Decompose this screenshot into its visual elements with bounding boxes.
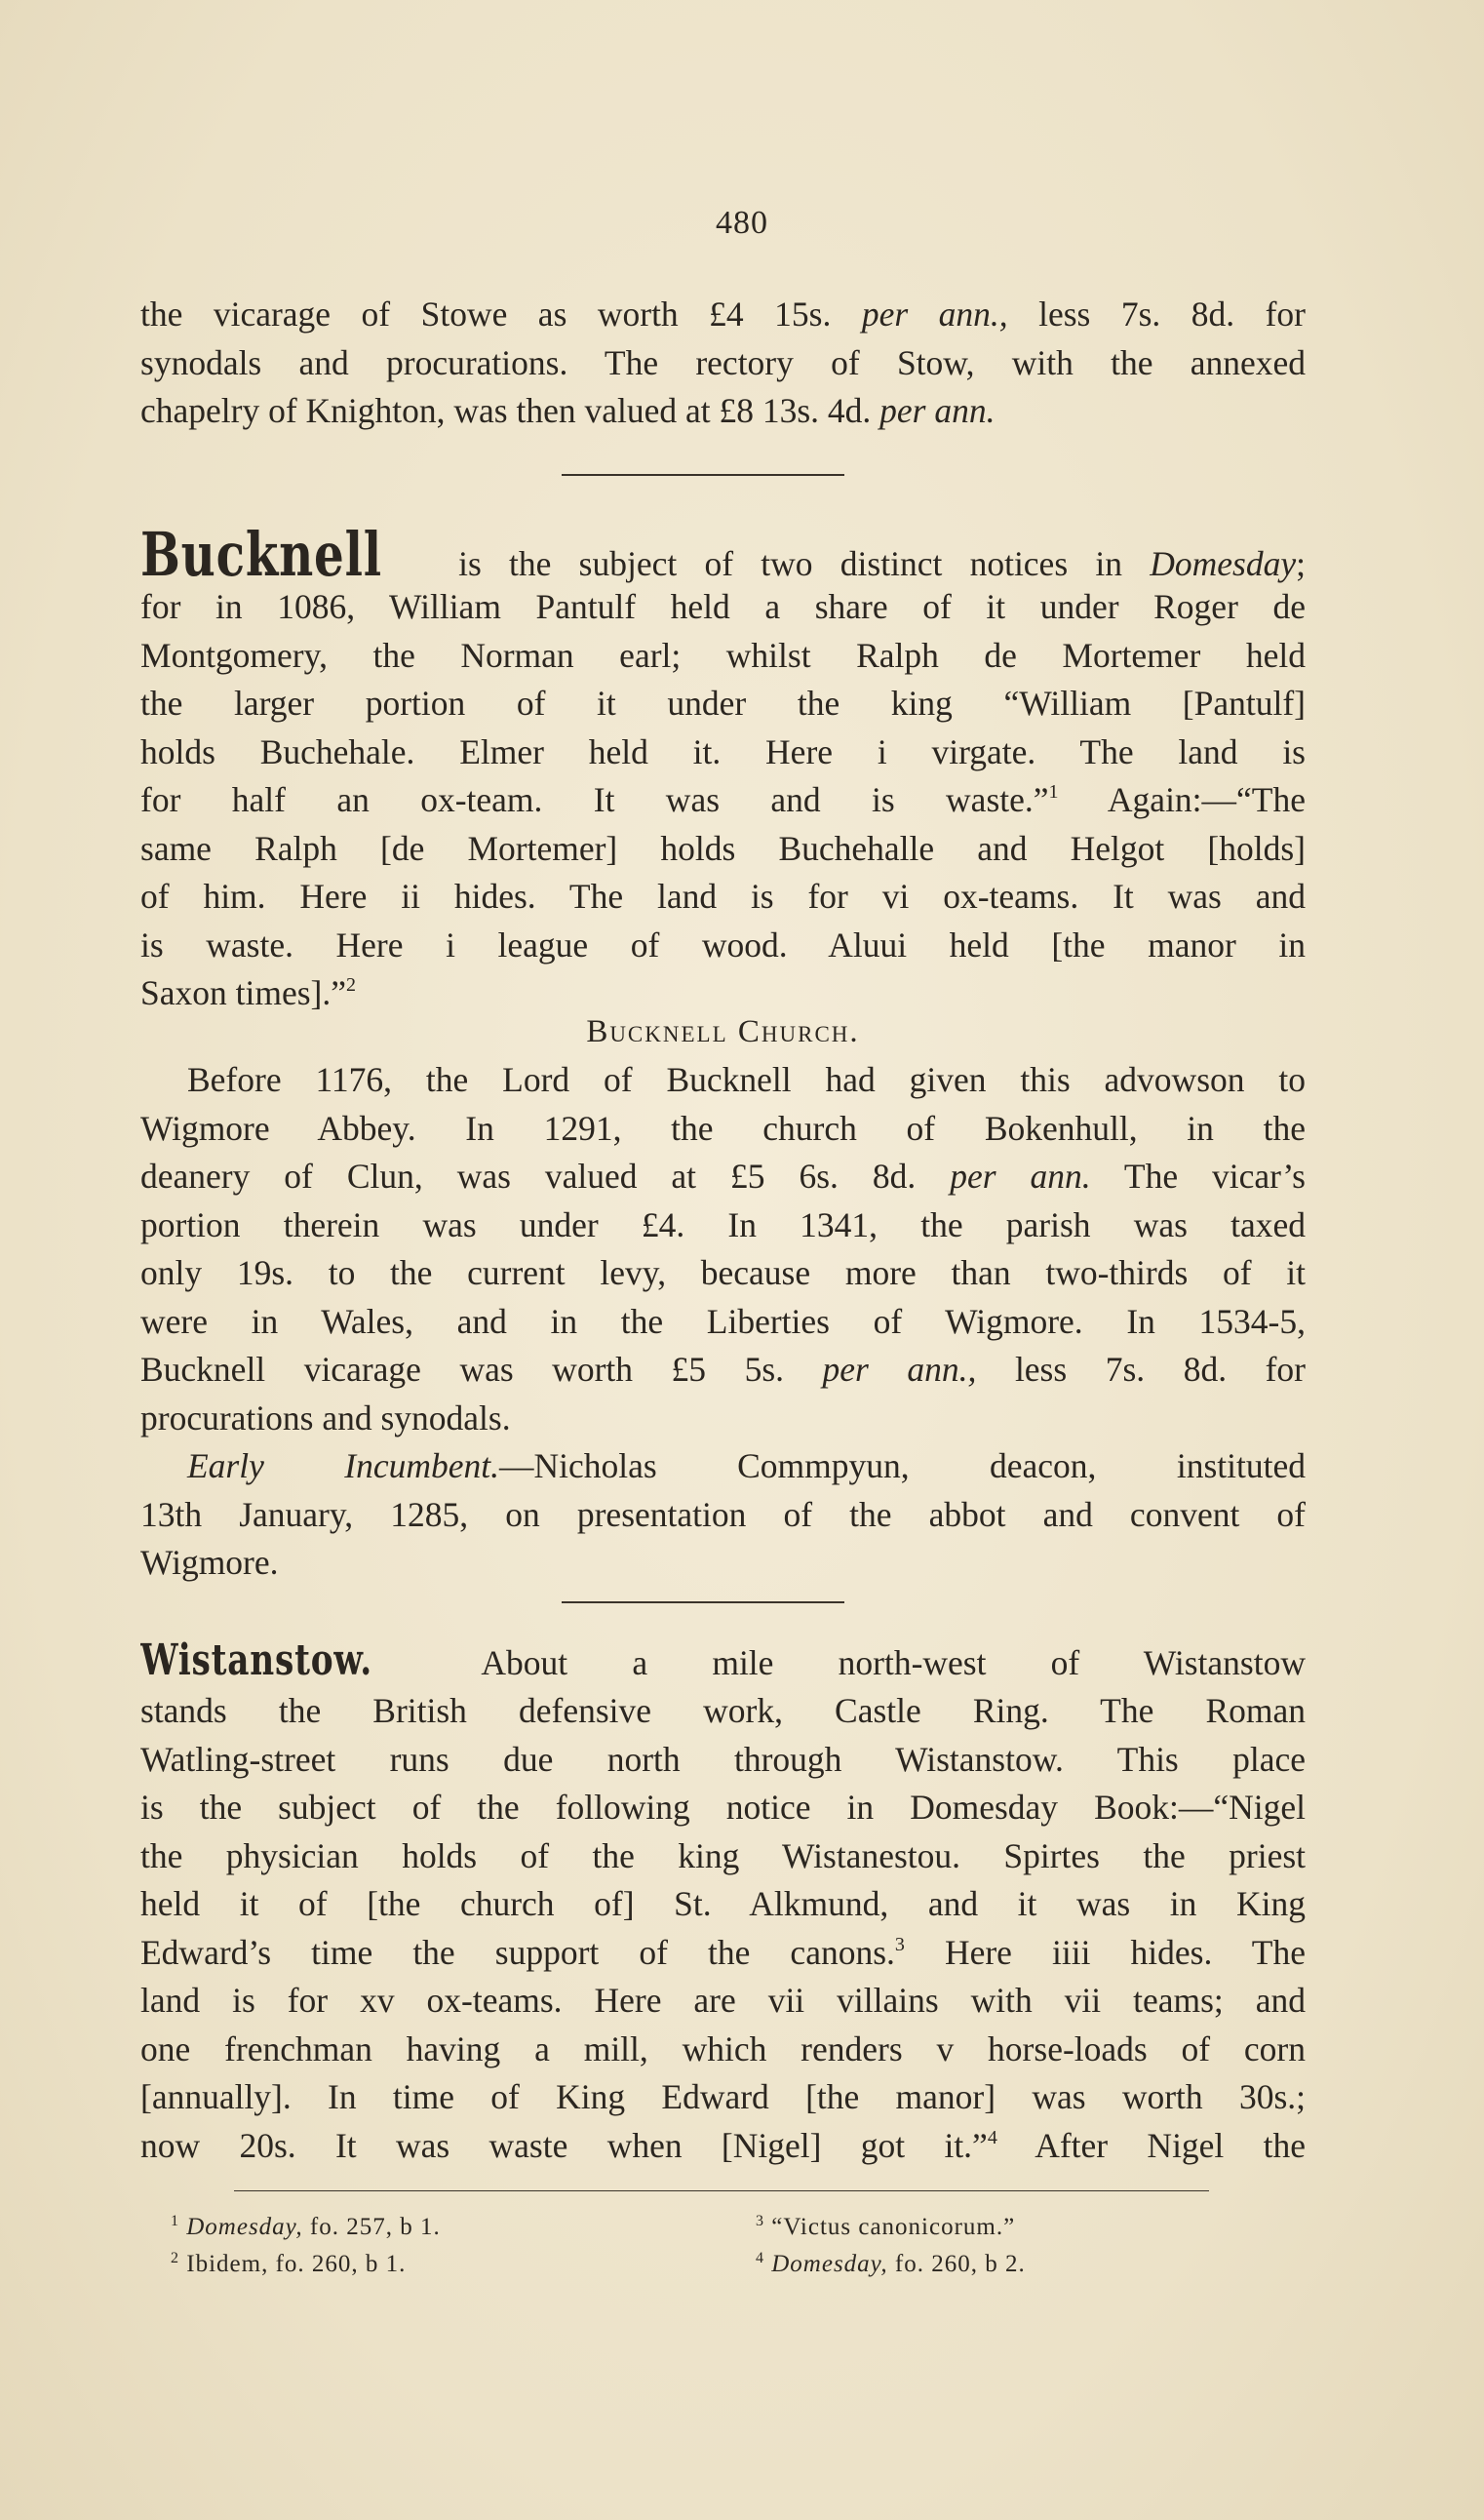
wistanstow-section [140, 1634, 1306, 2170]
bucknell-church-heading: Bucknell Church. [586, 1013, 860, 1049]
intro-line-1: the vicarage of Stowe as worth £4 15s. per ann., less 7s. 8d. for [140, 295, 1306, 334]
page-number: 480 [716, 205, 768, 241]
wistanstow-line-7: Edward’s time the support of the canons.$^3$ Here iiii hides. The [140, 1932, 1306, 1972]
footnote-1: $^1$ Domesday, fo. 257, b 1. [171, 2213, 441, 2240]
bucknell-line-5: holds Buchehale. Elmer held it. Here i virgate. The land is [140, 731, 1306, 771]
bucknell-line-2: for in 1086, William Pantulf held a share of it under Roger de [140, 587, 1306, 626]
wistanstow-line-2: stands the British defensive work, Castle Ring. The Roman [140, 1691, 1306, 1730]
incumbent-line-1: Early Incumbent.—Nicholas Commpyun, deacon, instituted [187, 1446, 1306, 1485]
church-line-5: only 19s. to the current levy, because more than two-thirds of it [140, 1253, 1306, 1292]
footnote-3: $^3$ “Victus canonicorum.” [756, 2213, 1016, 2240]
wistanstow-line-4: is the subject of the following notice in Domesday Book:—“Nigel [140, 1788, 1306, 1827]
intro-line-3: chapelry of Knighton, was then valued at £8 13s. 4d. per ann. [140, 391, 996, 430]
intro-paragraph [140, 291, 1306, 436]
incumbent-line-2: 13th January, 1285, on presentation of the abbot and convent of [140, 1494, 1306, 1534]
footnote-rule [234, 2190, 1209, 2191]
footnote-2: $^2$ Ibidem, fo. 260, b 1. [171, 2250, 407, 2277]
incumbent-line-3: Wigmore. [140, 1543, 279, 1582]
bucknell-section [140, 527, 1306, 1588]
church-line-4: portion therein was under £4. In 1341, the parish was taxed [140, 1204, 1306, 1244]
church-line-2: Wigmore Abbey. In 1291, the church of Bokenhull, in the [140, 1108, 1306, 1148]
incumbent-label: Early Incumbent. [187, 1446, 499, 1485]
intro-line-2: synodals and procurations. The rectory of Stow, with the annexed [140, 342, 1306, 382]
bucknell-line-7: same Ralph [de Mortemer] holds Buchehalle and Helgot [holds] [140, 828, 1306, 868]
bucknell-line-6: for half an ox-team. It was and is waste.”$^1$ Again:—“The [140, 780, 1306, 819]
bucknell-line-8: of him. Here ii hides. The land is for vi ox-teams. It was and [140, 877, 1306, 916]
church-line-8: procurations and synodals. [140, 1398, 511, 1437]
church-line-6: were in Wales, and in the Liberties of Wigmore. In 1534-5, [140, 1301, 1306, 1341]
bucknell-line-1: Bucknell is the subject of two distinct notices in Domesday; [140, 527, 1306, 583]
wistanstow-heading-word: Wistanstow. [140, 1635, 373, 1685]
section-divider-2 [562, 1601, 844, 1603]
footnotes-right-column [756, 2209, 1026, 2283]
bucknell-line-10: Saxon times].”$^2$ [140, 973, 356, 1012]
footnote-ref-1: 1 [1048, 781, 1059, 803]
wistanstow-line-1: Wistanstow. About a mile north-west of Wistanstow [140, 1635, 1306, 1685]
wistanstow-line-8: land is for xv ox-teams. Here are vii villains with vii teams; and [140, 1981, 1306, 2020]
footnote-ref-4: 4 [987, 2126, 997, 2148]
wistanstow-line-5: the physician holds of the king Wistanestou. Spirtes the priest [140, 1835, 1306, 1875]
church-line-7: Bucknell vicarage was worth £5 5s. per ann., less 7s. 8d. for [140, 1350, 1306, 1389]
wistanstow-line-6: held it of [the church of] St. Alkmund, and it was in King [140, 1884, 1306, 1923]
wistanstow-line-3: Watling-street runs due north through Wistanstow. This place [140, 1739, 1306, 1779]
bucknell-line-3: Montgomery, the Norman earl; whilst Ralph de Mortemer held [140, 635, 1306, 675]
church-line-1: Before 1176, the Lord of Bucknell had given this advowson to [187, 1060, 1306, 1099]
footnotes-left-column [171, 2209, 441, 2283]
footnote-ref-2: 2 [346, 974, 356, 996]
wistanstow-line-9: one frenchman having a mill, which renders v horse-loads of corn [140, 2028, 1306, 2068]
wistanstow-line-10: [annually]. In time of King Edward [the manor] was worth 30s.; [140, 2077, 1306, 2116]
footnote-4: $^4$ Domesday, fo. 260, b 2. [756, 2250, 1026, 2277]
bucknell-line-9: is waste. Here i league of wood. Aluui held [the manor in [140, 925, 1306, 965]
bucknell-heading-word: Bucknell [140, 527, 382, 583]
bucknell-line-4: the larger portion of it under the king “William [Pantulf] [140, 684, 1306, 723]
section-divider [562, 474, 844, 476]
wistanstow-line-11: now 20s. It was waste when [Nigel] got it.”$^4$ After Nigel the [140, 2125, 1306, 2165]
footnote-ref-3: 3 [894, 1933, 905, 1955]
church-line-3: deanery of Clun, was valued at £5 6s. 8d. per ann. The vicar’s [140, 1157, 1306, 1196]
